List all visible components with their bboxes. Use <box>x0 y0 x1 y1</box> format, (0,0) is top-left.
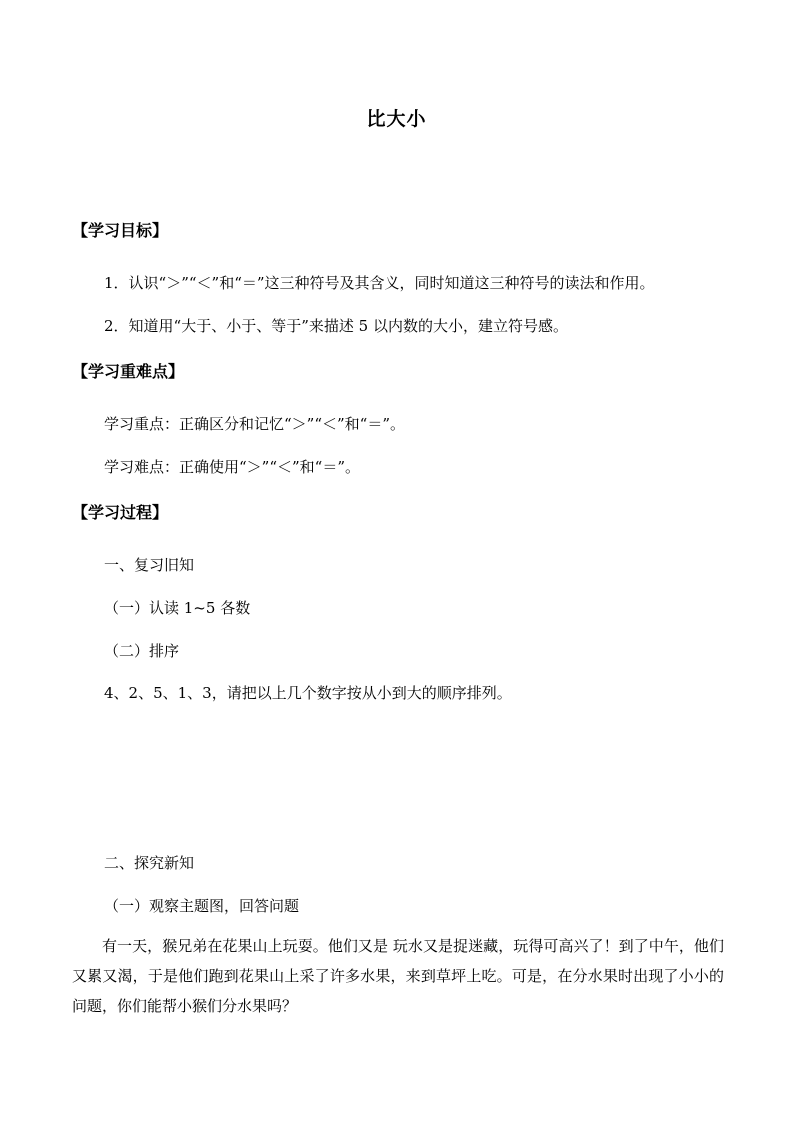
section-heading-process: 【学习过程】 <box>72 503 169 522</box>
story-paragraph: 有一天，猴兄弟在花果山上玩耍。他们又是 玩水又是捉迷藏，玩得可高兴了！到了中午，他们又累又渴，于是他们跑到花果山上采了许多水果，来到草坪上吃。可是，在分水果时出现了小小的问题，你们能帮小猴们分水果吗？ <box>72 937 724 1015</box>
process-line-observe: （一）观察主题图，回答问题 <box>104 897 300 915</box>
difficult-point-line: 学习难点：正确使用“＞”“＜”和“＝”。 <box>104 458 361 476</box>
objective-item-1: 1．认识“＞”“＜”和“＝”这三种符号及其含义，同时知道这三种符号的读法和作用。 <box>104 274 655 292</box>
process-line-explore: 二、探究新知 <box>104 854 195 872</box>
document-title: 比大小 <box>366 108 427 130</box>
process-line-read-numbers: （一）认读 1~5 各数 <box>104 599 251 617</box>
process-line-sort-task: 4、2、5、1、3，请把以上几个数字按从小到大的顺序排列。 <box>104 684 512 702</box>
key-point-line: 学习重点：正确区分和记忆“＞”“＜”和“＝”。 <box>104 415 406 433</box>
section-heading-objectives: 【学习目标】 <box>72 221 169 240</box>
section-heading-key-points: 【学习重难点】 <box>72 362 185 381</box>
objective-item-2: 2．知道用“大于、小于、等于”来描述 5 以内数的大小，建立符号感。 <box>104 317 568 335</box>
process-line-sorting: （二）排序 <box>104 642 180 660</box>
process-line-review: 一、复习旧知 <box>104 556 195 574</box>
